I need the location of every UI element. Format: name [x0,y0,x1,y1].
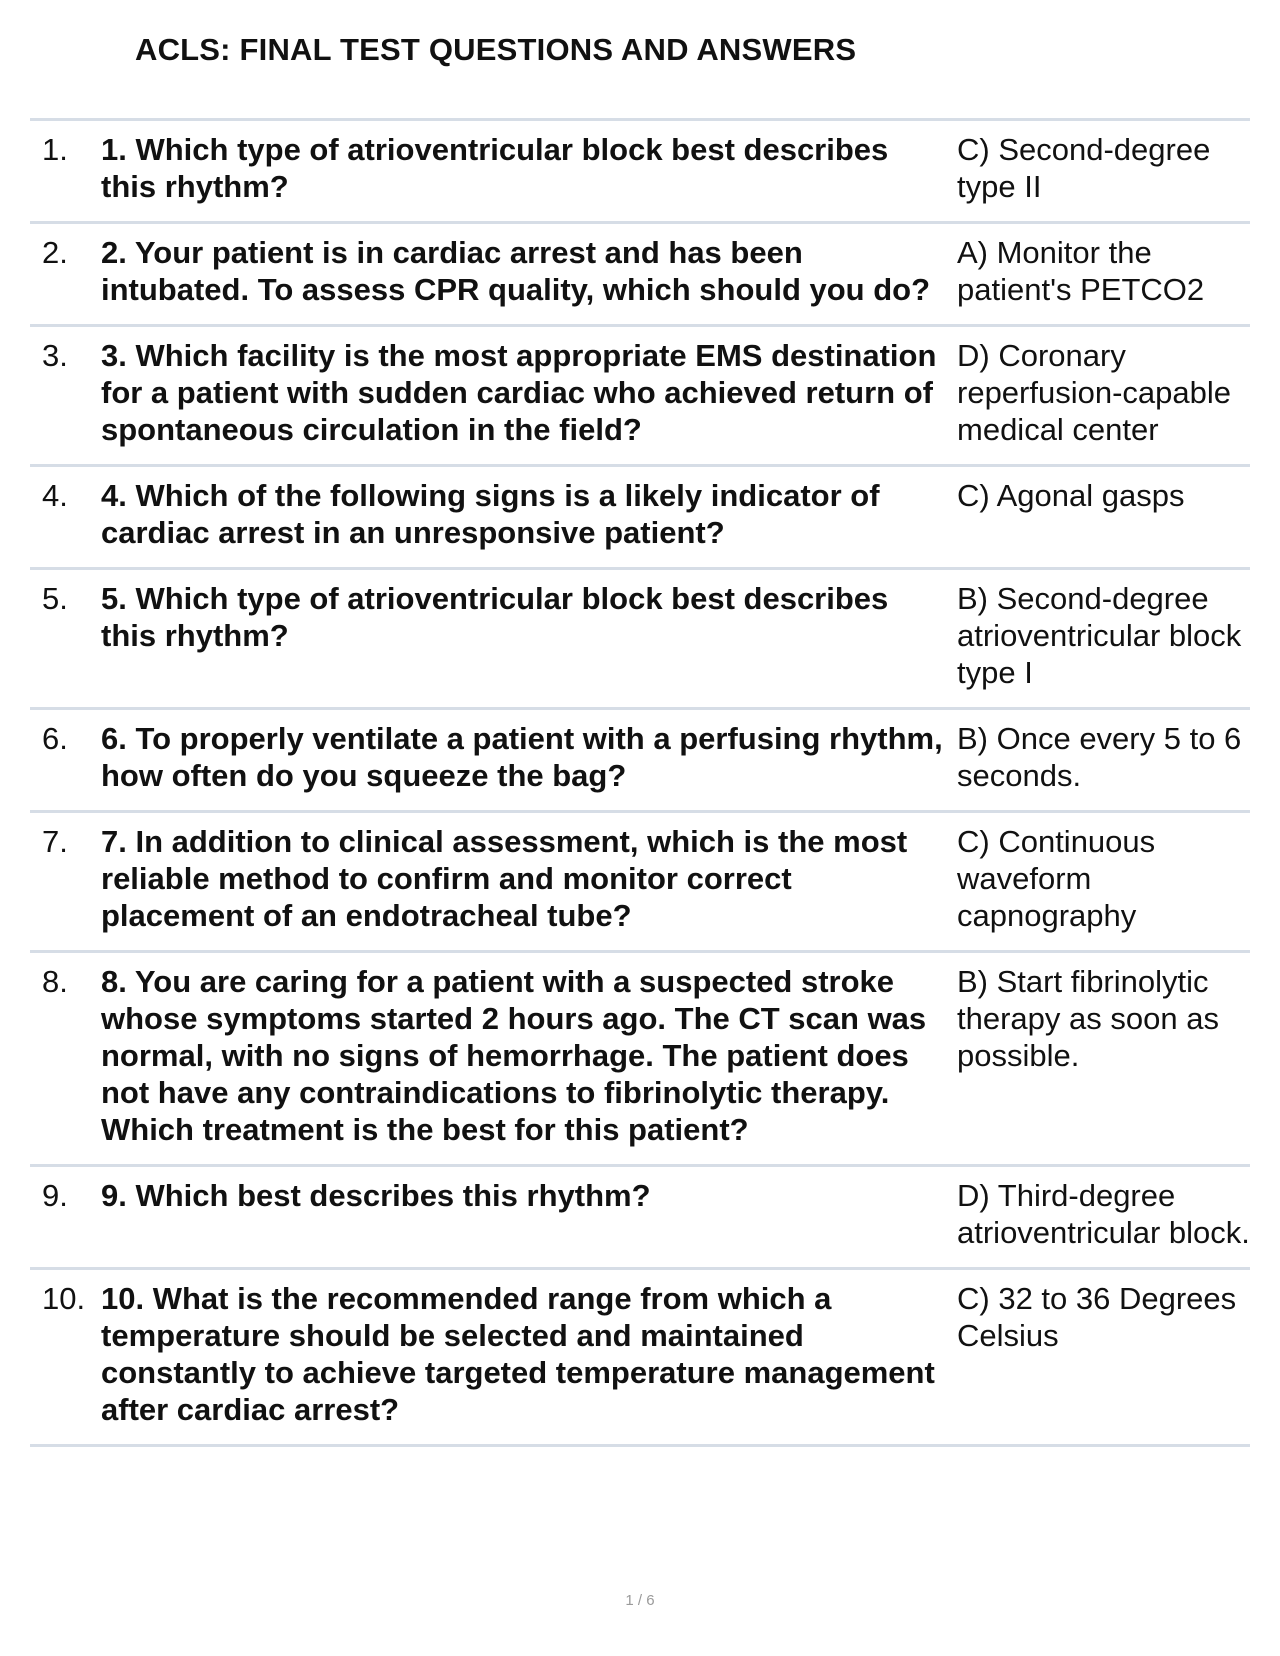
document-title: ACLS: FINAL TEST QUESTIONS AND ANSWERS [135,32,857,67]
question-text: 8. You are caring for a patient with a suspected stroke whose symptoms started 2 hours ago. The CT scan was normal, with no signs of hemorrhage. The patient does not have any contraindications to fibrinolytic therapy. Which treatment is the best for this patient? [101,964,927,1147]
question-text: 1. Which type of atrioventricular block best describes this rhythm? [101,132,889,204]
qa-item [30,467,1250,570]
item-number: 10. [42,1281,86,1316]
item-number: 5. [42,581,68,616]
answer-text: B) Start fibrinolytic therapy as soon as possible. [957,964,1219,1073]
qa-item [30,813,1250,953]
question-text: 10. What is the recommended range from which a temperature should be selected and maintained constantly to achieve targeted temperature management after cardiac arrest? [101,1281,935,1427]
qa-item [30,327,1250,467]
question-text: 6. To properly ventilate a patient with a perfusing rhythm, how often do you squeeze the bag? [101,721,943,793]
qa-item [30,224,1250,327]
qa-item [30,953,1250,1167]
answer-text: C) Second-degree type II [957,132,1211,204]
item-number: 1. [42,132,68,167]
item-number: 6. [42,721,68,756]
answer-text: D) Third-degree atrioventricular block. [957,1178,1250,1250]
answer-text: D) Coronary reperfusion-capable medical center [957,338,1232,447]
qa-item [30,1167,1250,1270]
answer-text: B) Once every 5 to 6 seconds. [957,721,1242,793]
item-number: 3. [42,338,68,373]
qa-item [30,1270,1250,1447]
page-indicator: 1 / 6 [625,1592,655,1609]
question-text: 9. Which best describes this rhythm? [101,1178,651,1213]
answer-text: C) Agonal gasps [957,478,1185,513]
item-number: 2. [42,235,68,270]
item-number: 4. [42,478,68,513]
qa-item [30,710,1250,813]
qa-item [30,570,1250,710]
qa-list [30,118,1250,1447]
question-text: 5. Which type of atrioventricular block best describes this rhythm? [101,581,889,653]
answer-text: C) Continuous waveform capnography [957,824,1156,933]
item-number: 8. [42,964,68,999]
answer-text: A) Monitor the patient's PETCO2 [957,235,1205,307]
item-number: 9. [42,1178,68,1213]
question-text: 3. Which facility is the most appropriate EMS destination for a patient with sudden cardiac who achieved return of spontaneous circulation in the field? [101,338,937,447]
question-text: 2. Your patient is in cardiac arrest and has been intubated. To assess CPR quality, which should you do? [101,235,931,307]
qa-item [30,121,1250,224]
answer-text: C) 32 to 36 Degrees Celsius [957,1281,1237,1353]
item-number: 7. [42,824,68,859]
question-text: 4. Which of the following signs is a likely indicator of cardiac arrest in an unresponsive patient? [101,478,880,550]
question-text: 7. In addition to clinical assessment, which is the most reliable method to confirm and monitor correct placement of an endotracheal tube? [101,824,908,933]
answer-text: B) Second-degree atrioventricular block type I [957,581,1242,690]
